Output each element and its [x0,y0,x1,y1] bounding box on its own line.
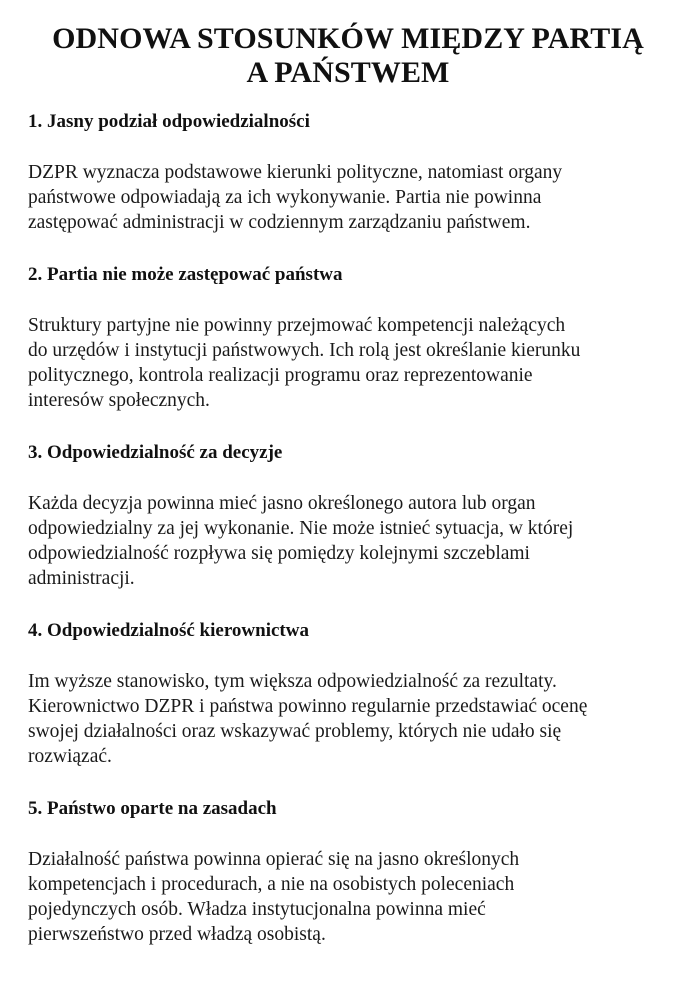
paragraph-line: pierwszeństwo przed władzą osobistą. [28,924,326,945]
paragraph-line: Struktury partyjne nie powinny przejmować kompetencji należących [28,315,566,336]
paragraph-line: Im wyższe stanowisko, tym większa odpowiedzialność za rezultaty. [28,671,557,692]
section-4 [28,619,668,769]
section-heading: 4. Odpowiedzialność kierownictwa [28,620,309,641]
paragraph-line: Kierownictwo DZPR i państwa powinno regularnie przedstawiać ocenę [28,696,588,717]
paragraph-line: Każda decyzja powinna mieć jasno określonego autora lub organ [28,493,536,514]
title-line-1: ODNOWA STOSUNKÓW MIĘDZY PARTIĄ [52,22,644,55]
paragraph-line: kompetencjach i procedurach, a nie na osobistych poleceniach [28,874,515,895]
paragraph-line: administracji. [28,568,135,589]
paragraph-line: swojej działalności oraz wskazywać problemy, których nie udało się [28,721,562,742]
paragraph-line: rozwiązać. [28,746,112,767]
section-heading: 5. Państwo oparte na zasadach [28,798,277,819]
paragraph-line: odpowiedzialny za jej wykonanie. Nie może istnieć sytuacja, w której [28,518,574,539]
section-paragraph [28,669,668,769]
section-5 [28,797,668,947]
paragraph-line: pojedynczych osób. Władza instytucjonalna powinna mieć [28,899,486,920]
paragraph-line: do urzędów i instytucji państwowych. Ich rolą jest określanie kierunku [28,340,581,361]
section-paragraph [28,160,668,235]
paragraph-line: zastępować administracji w codziennym zarządzaniu państwem. [28,212,531,233]
section-1 [28,110,668,235]
paragraph-line: interesów społecznych. [28,390,210,411]
section-paragraph [28,491,668,591]
paragraph-line: odpowiedzialność rozpływa się pomiędzy kolejnymi szczeblami [28,543,530,564]
section-paragraph [28,847,668,947]
section-paragraph [28,313,668,413]
sections-list [28,110,668,947]
section-heading: 1. Jasny podział odpowiedzialności [28,111,310,132]
paragraph-line: Działalność państwa powinna opierać się na jasno określonych [28,849,520,870]
paragraph-line: DZPR wyznacza podstawowe kierunki polityczne, natomiast organy [28,162,563,183]
title-line-2: A PAŃSTWEM [246,56,450,89]
section-2 [28,263,668,413]
paragraph-line: państwowe odpowiadają za ich wykonywanie. Partia nie powinna [28,187,542,208]
section-3 [28,441,668,591]
section-heading: 3. Odpowiedzialność za decyzje [28,442,283,463]
document-title [28,22,668,90]
paragraph-line: politycznego, kontrola realizacji programu oraz reprezentowanie [28,365,533,386]
section-heading: 2. Partia nie może zastępować państwa [28,264,343,285]
